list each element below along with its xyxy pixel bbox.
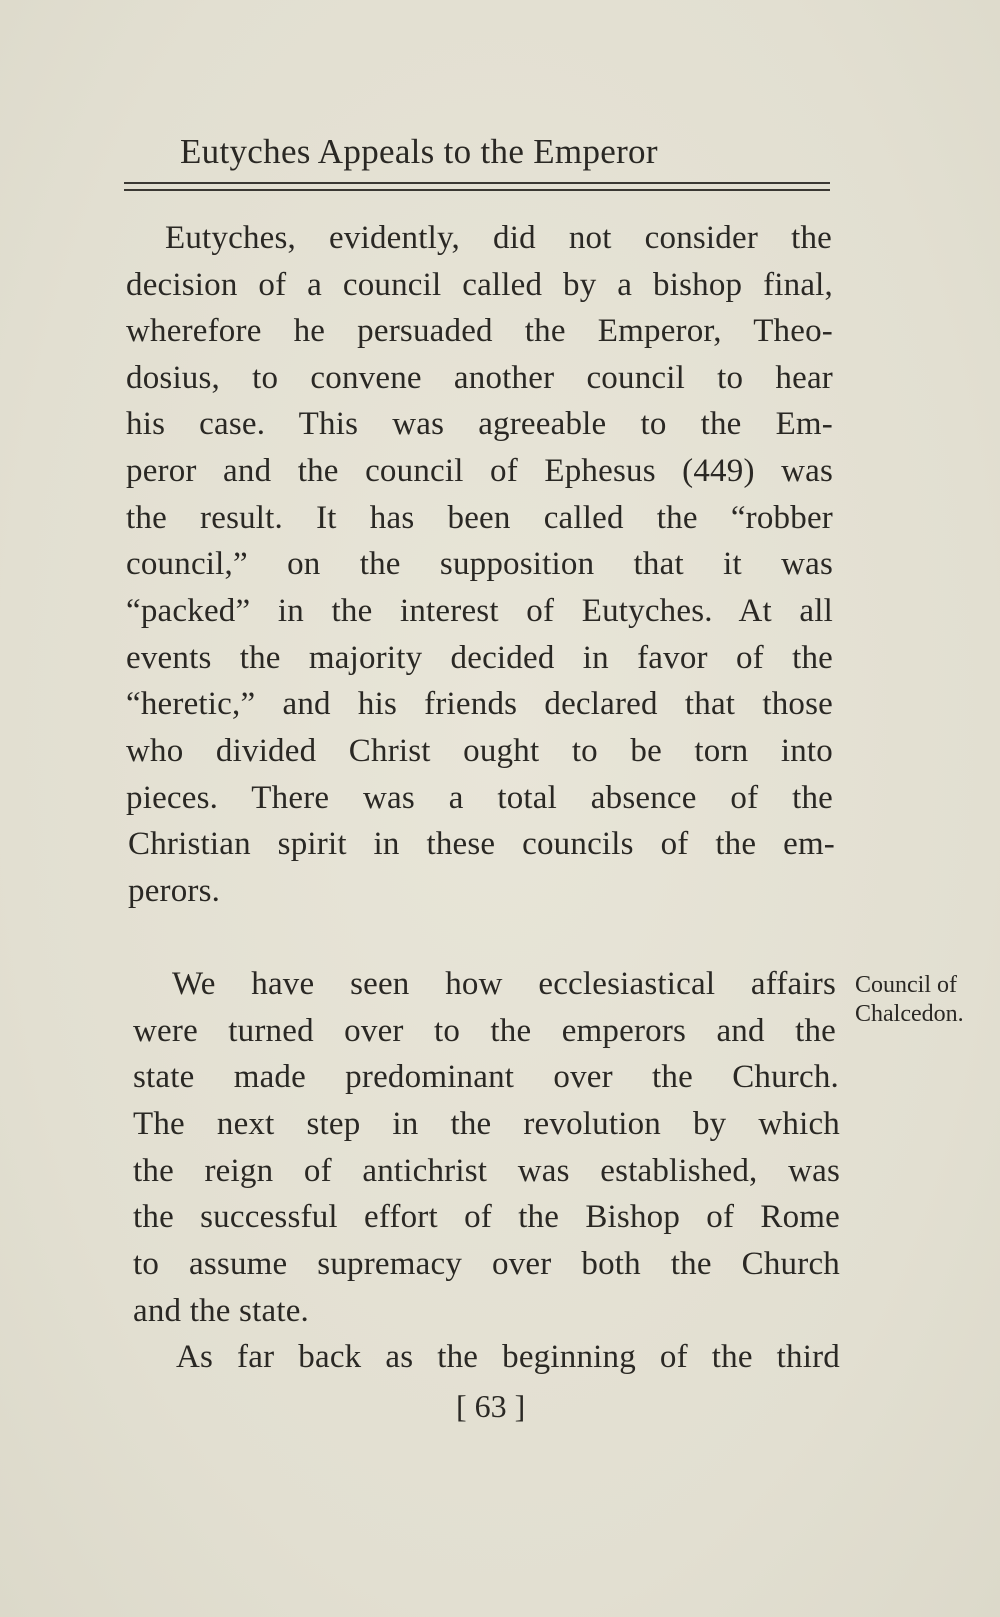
text-line: the reign of antichrist was established, was bbox=[133, 1153, 840, 1189]
text-line: council,” on the supposition that it was bbox=[126, 546, 833, 582]
text-line: the successful effort of the Bishop of Rome bbox=[133, 1199, 840, 1235]
margin-note-line: Council of bbox=[855, 972, 957, 998]
text-line: “packed” in the interest of Eutyches. At all bbox=[126, 593, 833, 629]
running-header: Eutyches Appeals to the Emperor bbox=[180, 132, 658, 171]
text-line: wherefore he persuaded the Emperor, Theo- bbox=[126, 313, 833, 349]
text-line: The next step in the revolution by which bbox=[133, 1106, 840, 1142]
margin-note-line: Chalcedon. bbox=[855, 1001, 964, 1027]
text-line: perors. bbox=[128, 873, 221, 909]
header-rule-bottom bbox=[124, 189, 830, 191]
text-line: his case. This was agreeable to the Em- bbox=[126, 406, 833, 442]
text-line: who divided Christ ought to be torn into bbox=[126, 733, 833, 769]
text-line: events the majority decided in favor of the bbox=[126, 640, 833, 676]
header-rule-top bbox=[124, 182, 830, 184]
text-line: state made predominant over the Church. bbox=[133, 1059, 839, 1095]
text-line: “heretic,” and his friends declared that those bbox=[126, 686, 833, 722]
text-line: to assume supremacy over both the Church bbox=[133, 1246, 840, 1282]
text-line: Christian spirit in these councils of the em- bbox=[128, 826, 835, 862]
text-line: and the state. bbox=[133, 1293, 309, 1329]
text-line: the result. It has been called the “robber bbox=[126, 500, 833, 536]
text-line: We have seen how ecclesiastical affairs bbox=[172, 966, 836, 1002]
text-line: Eutyches, evidently, did not consider the bbox=[165, 220, 832, 256]
page-number: [ 63 ] bbox=[456, 1388, 526, 1424]
text-line: pieces. There was a total absence of the bbox=[126, 780, 833, 816]
text-line: peror and the council of Ephesus (449) was bbox=[126, 453, 833, 489]
text-line: decision of a council called by a bishop final, bbox=[126, 267, 833, 303]
text-line: dosius, to convene another council to hear bbox=[126, 360, 833, 396]
text-line: As far back as the beginning of the third bbox=[176, 1339, 840, 1375]
text-line: were turned over to the emperors and the bbox=[133, 1013, 836, 1049]
